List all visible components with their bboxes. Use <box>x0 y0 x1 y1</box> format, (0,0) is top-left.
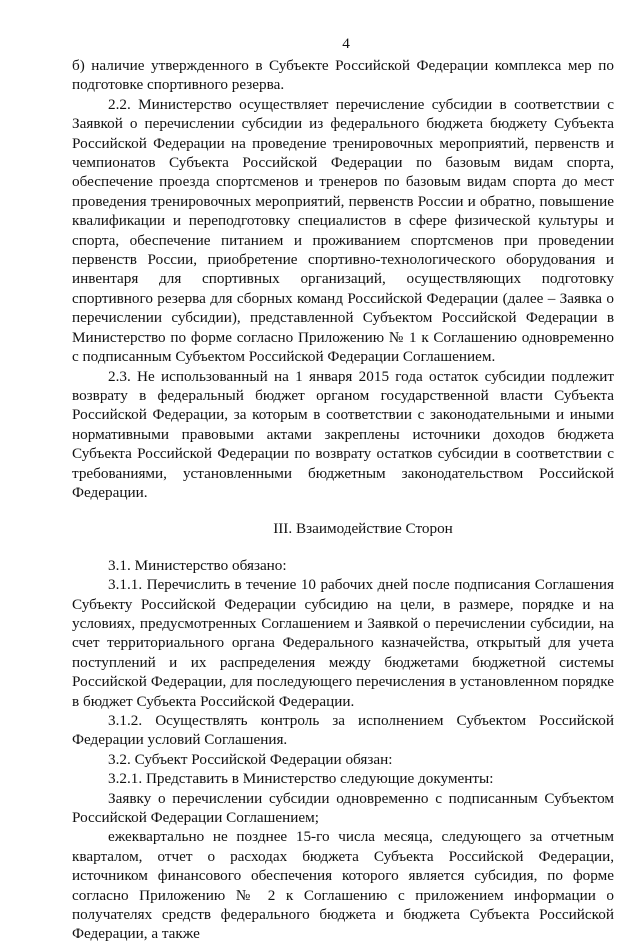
paragraph: 3.1.2. Осуществлять контроль за исполнением Субъектом Российской Федерации условий Соглашения. <box>72 712 614 749</box>
paragraph: 2.3. Не использованный на 1 января 2015 года остаток субсидии подлежит возврату в федеральный бюджет органом государственной власти Субъекта Российской Федерации, за которым в соответствии с законодательными и иными нормативными правовыми актами закреплены источники доходов бюджета Субъекта Российской Федерации по возврату остатков субсидии в соответствии с требованиями, установленными бюджетным законодательством Российской Федерации. <box>72 367 614 501</box>
section-heading: III. Взаимодействие Сторон <box>273 520 453 538</box>
paragraph: 3.1. Министерство обязано: <box>108 556 287 574</box>
paragraph: 2.2. Министерство осуществляет перечисление субсидии в соответствии с Заявкой о перечислении субсидии из федерального бюджета бюджету Субъекта Российской Федерации на проведение тренировочных мероприятий, первенств и чемпионатов Субъекта Российской Федерации по базовым видам спорта, обеспечение проезда спортсменов и тренеров по базовым видам спорта до мест проведения тренировочных мероприятий, первенств России и обратно, повышение квалификации и переподготовку специалистов в сфере физической культуры и спорта, обеспечение питанием и проживанием спортсменов при проведении первенств России, приобретение спортивно-технологического оборудования и инвентаря для спортивных организаций, осуществляющих подготовку спортивного резерва для сборных команд Российской Федерации (далее – Заявка о перечислении субсидии), представленной Субъектом Российской Федерации в Министерство по форме согласно Приложению № 1 к Соглашению одновременно с подписанным Субъектом Российской Федерации Соглашением. <box>72 95 614 366</box>
paragraph: 3.1.1. Перечислить в течение 10 рабочих дней после подписания Соглашения Субъекту Российской Федерации субсидию на цели, в размере, порядке и на условиях, предусмотренных Соглашением и Заявкой о перечислении субсидии, на счет территориального органа Федерального казначейства, открытый для учета поступлений и их распределения между бюджетами бюджетной системы Российской Федерации, для последующего перечисления в установленном порядке в бюджет Субъекта Российской Федерации. <box>72 576 614 710</box>
document-body <box>72 56 614 944</box>
paragraph: ежеквартально не позднее 15-го числа месяца, следующего за отчетным кварталом, отчет о расходах бюджета Субъекта Российской Федерации, источником финансового обеспечения которого является субсидия, по форме согласно Приложению № 2 к Соглашению с приложением информации о получателях средств федерального бюджета и бюджета Субъекта Российской Федерации, а также <box>72 828 614 943</box>
paragraph: 3.2. Субъект Российской Федерации обязан: <box>108 750 393 768</box>
paragraph: 3.2.1. Представить в Министерство следующие документы: <box>108 770 494 788</box>
page-number: 4 <box>342 35 350 52</box>
paragraph: Заявку о перечислении субсидии одновременно с подписанным Субъектом Российской Федерации Соглашением; <box>72 789 614 827</box>
section-2-paragraphs <box>72 56 614 502</box>
section-3-paragraphs <box>72 556 614 944</box>
paragraph: б) наличие утвержденного в Субъекте Российской Федерации комплекса мер по подготовке спортивного резерва. <box>72 57 614 94</box>
